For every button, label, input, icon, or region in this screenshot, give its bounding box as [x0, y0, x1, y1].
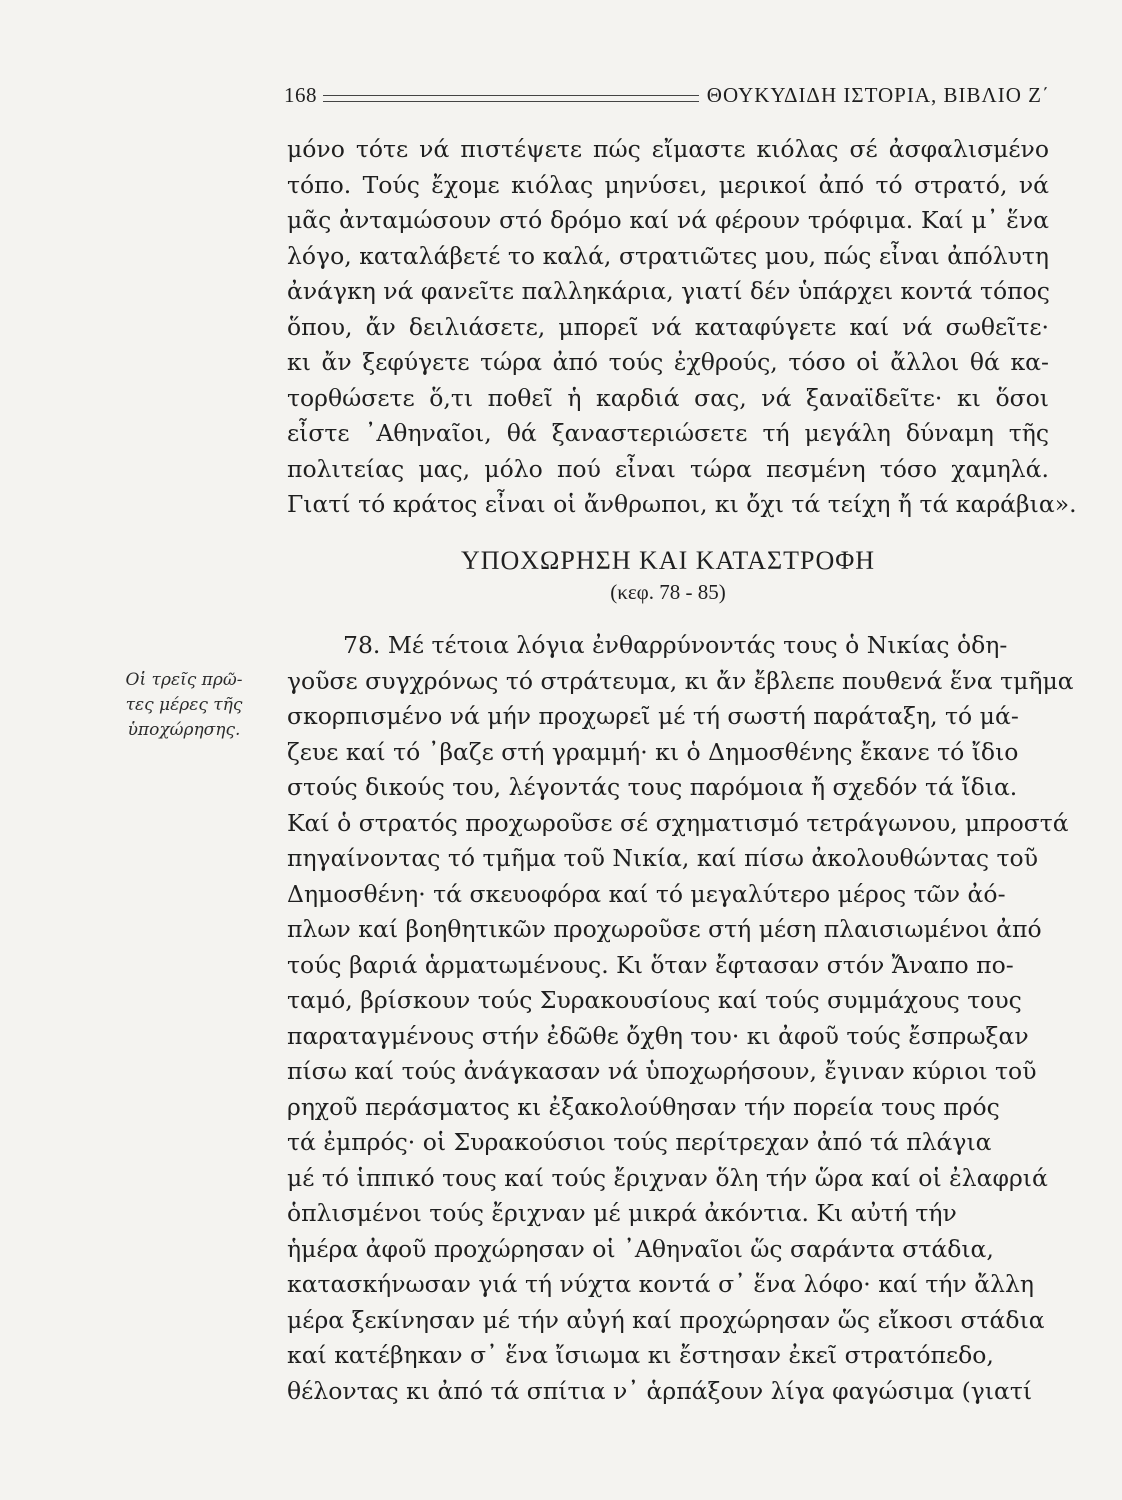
margin-note [108, 668, 260, 743]
text-line: θέλοντας κι ἀπό τά σπίτια ν᾽ ἁρπάξουν λίγα φαγώσιμα (γιατί [287, 1376, 1033, 1405]
text-line: πολιτείας μας, μόλο πού εἶναι τώρα πεσμένη τόσο χαμηλά. [287, 454, 1049, 483]
text-line: μέρα ξεκίνησαν μέ τήν αὐγή καί προχώρησαν ὥς εἴκοσι στάδια [287, 1305, 1045, 1334]
text-line: ταμό, βρίσκουν τούς Συρακουσίους καί τούς συμμάχους τους [287, 986, 1022, 1014]
text-line: τόπο. Τούς ἔχομε κιόλας μηνύσει, μερικοί ἀπό τό στρατό, νά [287, 170, 1049, 199]
text-line: ὅπου, ἄν δειλιάσετε, μπορεῖ νά καταφύγετε καί νά σωθεῖτε· [287, 312, 1049, 341]
margin-note-line: τες μέρες τῆς [125, 695, 243, 715]
text-line: ἡμέρα ἀφοῦ προχώρησαν οἱ ᾽Αθηναῖοι ὥς σαράντα στάδια, [287, 1234, 994, 1263]
text-line: σκορπισμένο νά μήν προχωρεῖ μέ τή σωστή παράταξη, τό μά- [287, 702, 1019, 730]
text-line: ἀνάγκη νά φανεῖτε παλληκάρια, γιατί δέν ὑπάρχει κοντά τόπος [287, 277, 1050, 305]
text-line: παραταγμένους στήν ἐδῶθε ὄχθη του· κι ἀφοῦ τούς ἔσπρωξαν [287, 1021, 1029, 1050]
header-rule [323, 95, 699, 102]
text-line: καί κατέβηκαν σ᾽ ἕνα ἴσιωμα κι ἔστησαν ἐκεῖ στρατόπεδο, [287, 1341, 994, 1369]
text-line: πίσω καί τούς ἀνάγκασαν νά ὑποχωρήσουν, ἔγιναν κύριοι τοῦ [287, 1057, 1037, 1085]
text-line: Δημοσθένη· τά σκευοφόρα καί τό μεγαλύτερο μέρος τῶν ἀό- [287, 879, 1006, 908]
running-title: ΘΟΥΚΥΔΙΔΗ ΙΣΤΟΡΙΑ, ΒΙΒΛΙΟ Ζ΄ [706, 83, 1050, 107]
text-line: Καί ὁ στρατός προχωροῦσε σέ σχηματισμό τετράγωνου, μπροστά [287, 808, 1069, 837]
text-line: εἶστε ᾽Αθηναῖοι, θά ξαναστεριώσετε τή μεγάλη δύναμη τῆς [287, 419, 1049, 447]
text-line: μᾶς ἀνταμώσουν στό δρόμο καί νά φέρουν τρόφιμα. Καί μ᾽ ἕνα [287, 206, 1049, 234]
text-line: κι ἄν ξεφύγετε τώρα ἀπό τούς ἐχθρούς, τόσο οἱ ἄλλοι θά κα- [287, 348, 1049, 376]
text-line: μέ τό ἱππικό τους καί τούς ἔριχναν ὅλη τήν ὥρα καί οἱ ἐλαφριά [287, 1163, 1048, 1192]
section-title: ΥΠΟΧΩΡΗΣΗ ΚΑΙ ΚΑΤΑΣΤΡΟΦΗ [460, 546, 876, 575]
paragraph-speech-end [287, 132, 1077, 523]
margin-note-line: Οἱ τρεῖς πρῶ- [125, 670, 243, 690]
text-line: γοῦσε συγχρόνως τό στράτευμα, κι ἄν ἔβλεπε πουθενά ἕνα τμῆμα [287, 666, 1074, 695]
paragraph-chapter-78 [287, 628, 1074, 1409]
text-line: λόγο, καταλάβετέ το καλά, στρατιῶτες μου, πώς εἶναι ἀπόλυτη [287, 241, 1049, 270]
text-line: κατασκήνωσαν γιά τή νύχτα κοντά σ᾽ ἕνα λόφο· καί τήν ἄλλη [287, 1270, 1035, 1298]
text-line: Γιατί τό κράτος εἶναι οἱ ἄνθρωποι, κι ὄχι τά τείχη ἤ τά καράβια». [287, 490, 1077, 518]
text-line: στούς δικούς του, λέγοντάς τους παρόμοια ἤ σχεδόν τά ἴδια. [287, 773, 1018, 801]
running-header [284, 76, 1050, 108]
text-line: τορθώσετε ὅ,τι ποθεῖ ἡ καρδιά σας, νά ξαναϊδεῖτε· κι ὅσοι [287, 383, 1049, 412]
margin-note-line: ὑποχώρησης. [127, 720, 241, 740]
text-line: ζευε καί τό ᾽βαζε στή γραμμή· κι ὁ Δημοσθένης ἔκανε τό ἴδιο [287, 737, 1019, 766]
text-line: ρηχοῦ περάσματος κι ἐξακολούθησαν τήν πορεία τους πρός [287, 1092, 1000, 1121]
text-line: τά ἐμπρός· οἱ Συρακούσιοι τούς περίτρεχαν ἀπό τά πλάγια [287, 1128, 992, 1156]
text-line: 78. Μέ τέτοια λόγια ἐνθαρρύνοντάς τους ὁ Νικίας ὁδη- [343, 631, 1008, 659]
text-line: μόνο τότε νά πιστέψετε πώς εἴμαστε κιόλας σέ ἀσφαλισμένο [287, 135, 1049, 163]
text-line: πλων καί βοηθητικῶν προχωροῦσε στή μέση πλαισιωμένοι ἀπό [287, 915, 1042, 943]
page-number: 168 [284, 83, 317, 107]
text-line: τούς βαριά ἁρματωμένους. Κι ὅταν ἔφτασαν στόν Ἄναπο πο- [287, 950, 1014, 979]
text-line: πηγαίνοντας τό τμῆμα τοῦ Νικία, καί πίσω ἀκολουθώντας τοῦ [287, 844, 1038, 872]
section-chapters: (κεφ. 78 - 85) [610, 580, 726, 604]
text-line: ὁπλισμένοι τούς ἔριχναν μέ μικρά ἀκόντια. Κι αὐτή τήν [287, 1199, 957, 1227]
